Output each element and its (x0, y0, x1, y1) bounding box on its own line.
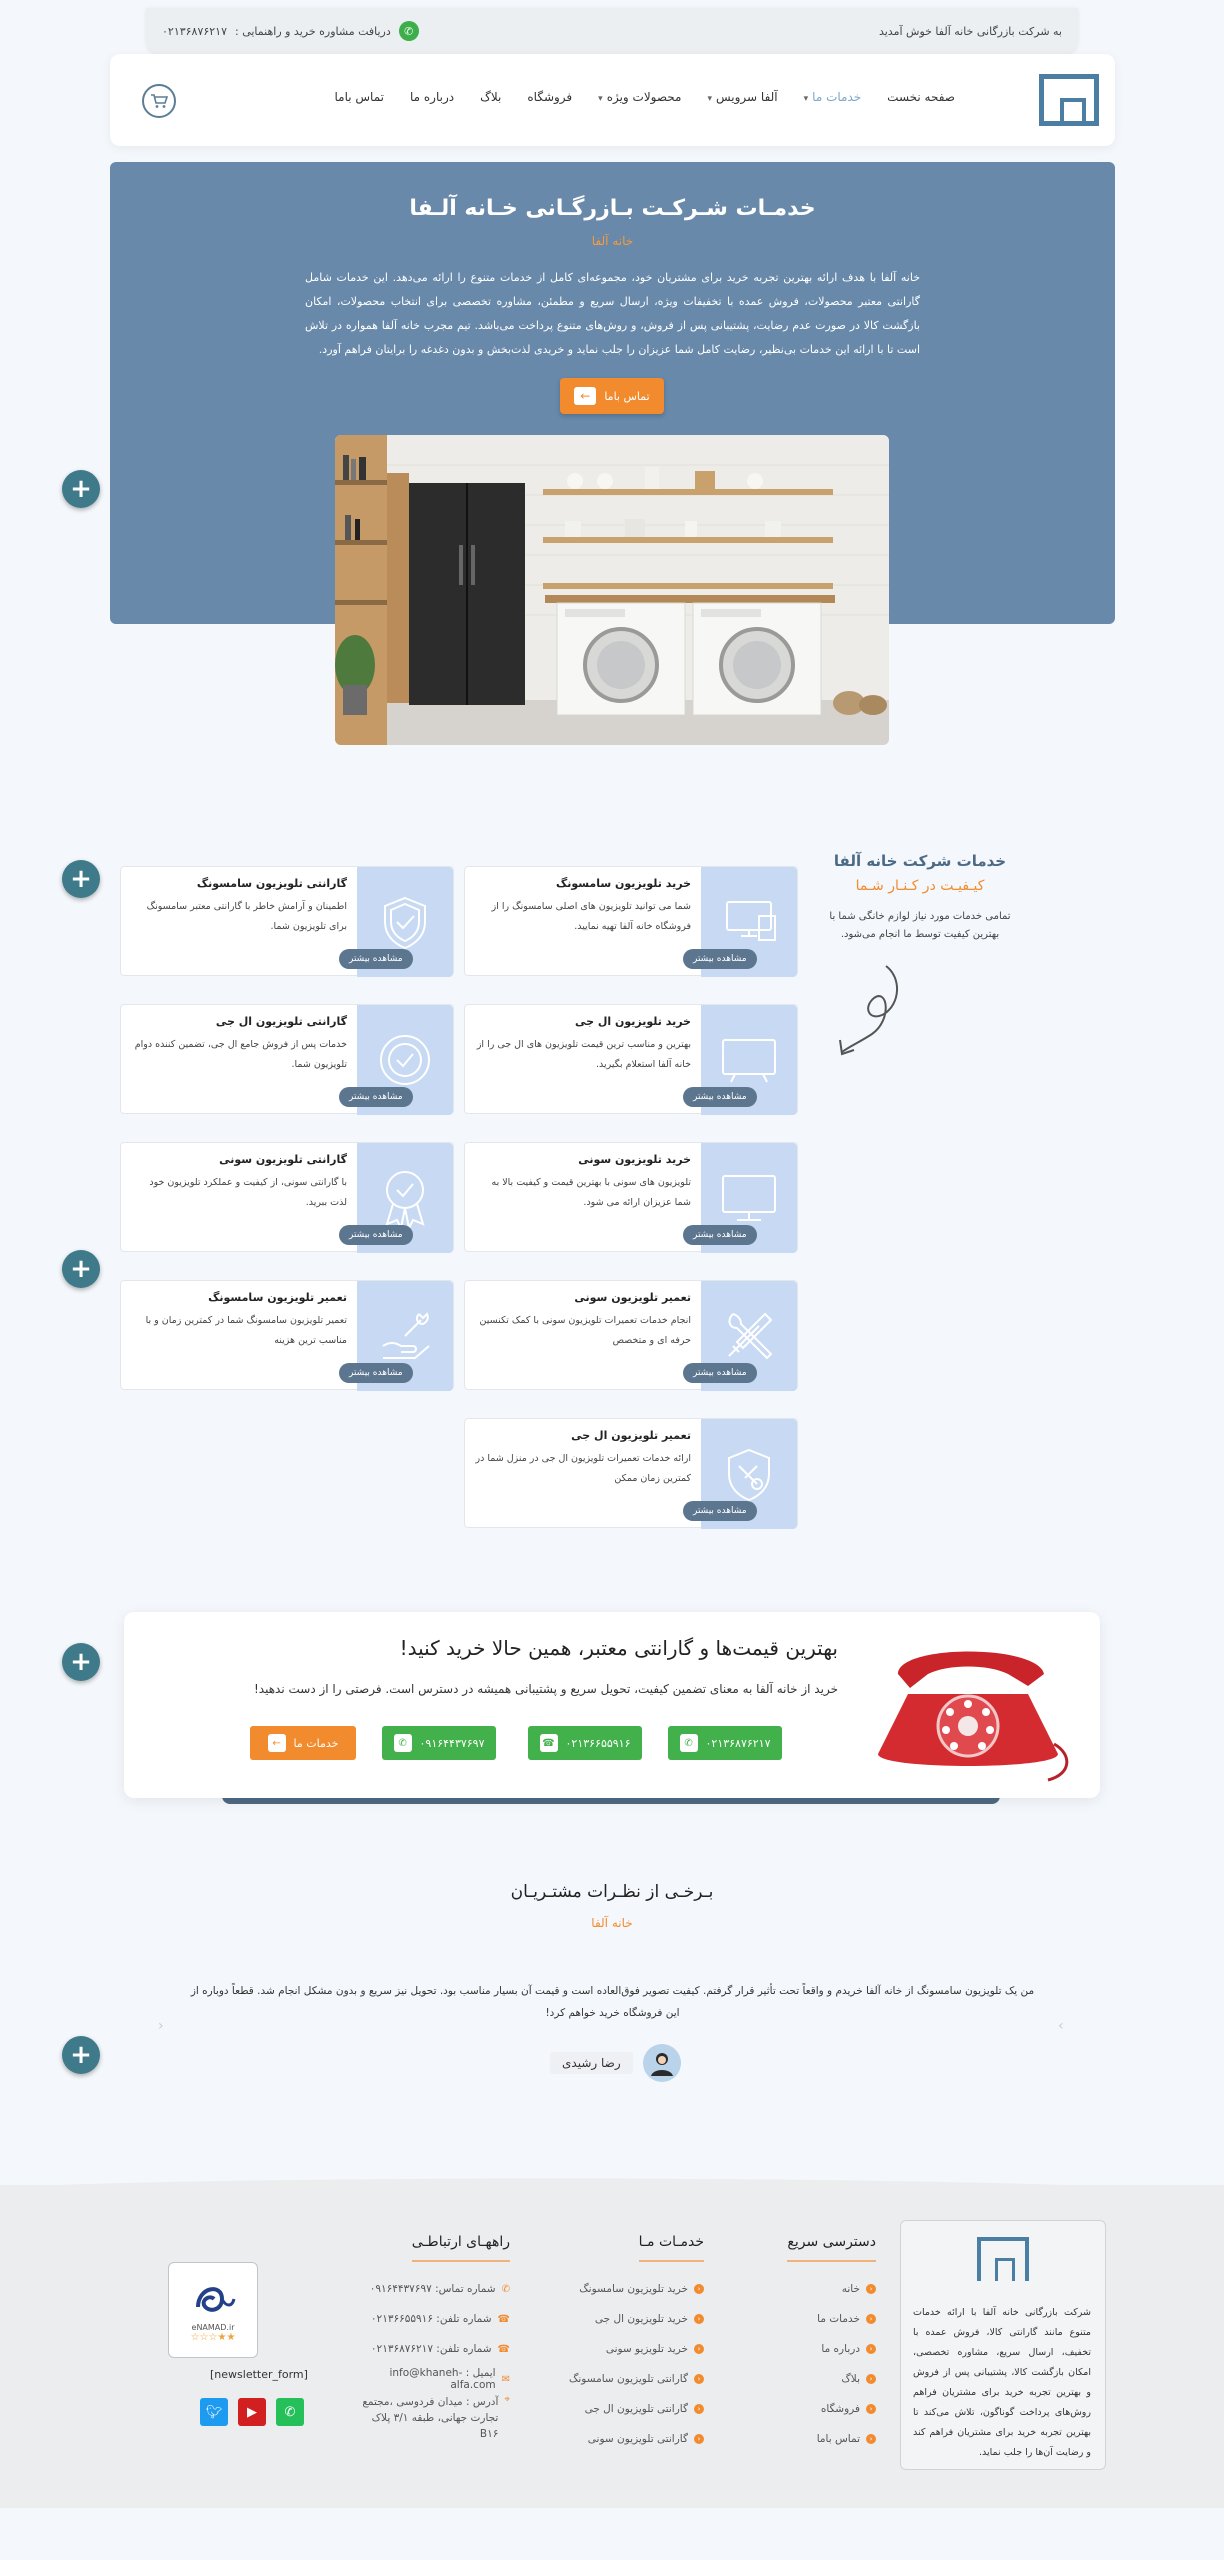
chevron-icon: ‹ (866, 2344, 876, 2354)
welcome-text: به شرکت بازرگانی خانه آلفا خوش آمدید (878, 24, 1062, 38)
service-card (120, 866, 454, 976)
chevron-icon: ‹ (694, 2434, 704, 2444)
more-button[interactable]: مشاهده بیشتر (339, 1225, 413, 1245)
phone-icon: ✆ (501, 2283, 510, 2295)
nav-item-home[interactable]: صفحه نخست (887, 90, 955, 104)
footer-link[interactable] (554, 2274, 704, 2304)
contact-item[interactable] (356, 2364, 510, 2394)
footer-link[interactable] (756, 2364, 876, 2394)
nav-item-services[interactable]: خدمات ما (812, 90, 862, 104)
contact-item[interactable] (356, 2274, 510, 2304)
hero-image (335, 435, 889, 745)
link-label: خانه (841, 2283, 860, 2295)
card-title: گارانتی تلویزیون سونی (219, 1153, 347, 1166)
services-title: خدمات شرکت خانه آلفا (833, 852, 1007, 870)
card-title: خرید تلویزیون سونی (578, 1153, 691, 1166)
footer-logo[interactable] (977, 2237, 1029, 2281)
cta-text: خرید از خانه آلفا به معنای تضمین کیفیت، تحویل سریع و پشتیبانی همیشه در دسترس است. فرصتی را از دست ندهید! (253, 1682, 838, 1696)
enamad-badge[interactable] (168, 2262, 258, 2358)
cart-icon[interactable] (142, 84, 176, 118)
consult-info[interactable] (162, 21, 419, 41)
link-label: خرید تلویزیون سامسونگ (579, 2283, 688, 2295)
phone-button-1[interactable] (668, 1726, 782, 1760)
card-text: تعمیر تلویزیون سامسونگ شما در کمترین زمان و با مناسب ترین هزینه (145, 1315, 347, 1346)
footer-contacts (356, 2234, 510, 2440)
more-button[interactable]: مشاهده بیشتر (683, 949, 757, 969)
contact-text: شماره تماس: ۰۹۱۶۴۴۳۷۶۹۷ (369, 2283, 496, 2295)
floating-add-button[interactable]: + (62, 1643, 100, 1681)
consult-label: دریافت مشاوره خرید و راهنمایی : (235, 24, 391, 38)
quick-links-title: دسترسی سریع (787, 2234, 876, 2262)
telephone-icon: ☎ (540, 1734, 558, 1752)
nav-item-alfa-service[interactable]: آلفا سرویس (716, 90, 778, 104)
chevron-down-icon[interactable]: ▾ (598, 94, 603, 104)
chevron-icon: ‹ (694, 2314, 704, 2324)
floating-add-button[interactable]: + (62, 860, 100, 898)
footer-quick-links (756, 2234, 876, 2454)
card-text: بهترین و مناسب ترین قیمت تلویزیون های ال جی را از خانه آلفا استعلام بگیرید. (476, 1039, 691, 1070)
testimonial-text: من یک تلویزیون سامسونگ از خانه آلفا خریدم و واقعاً تحت تأثیر قرار گرفتم. کیفیت تصویر فوق‌العاده است و قیمت آن بسیار مناسب بود. تحویل نیز سریع و بدون مشکل انجام شد. قطعاً دوباره از این فروشگاه خرید خواهم کرد! (190, 1985, 1035, 2019)
social-links (200, 2398, 304, 2426)
contacts-title: راههـای ارتباطـی (412, 2234, 510, 2262)
services-label: خدمات ما (293, 1736, 339, 1750)
rating-stars-icon: ★★☆☆☆ (190, 2332, 236, 2343)
service-card (464, 1142, 798, 1252)
twitter-icon[interactable]: 🐦︎ (200, 2398, 228, 2426)
card-title: تعمیر تلویزیون سونی (574, 1291, 691, 1304)
arrow-left-icon: ← (268, 1734, 286, 1752)
link-label: فروشگاه (820, 2403, 860, 2415)
chevron-icon: ‹ (694, 2404, 704, 2414)
card-title: تعمیر تلویزیون ال جی (571, 1429, 691, 1442)
chevron-down-icon[interactable]: ▾ (803, 94, 809, 104)
youtube-icon[interactable]: ▶ (238, 2398, 266, 2426)
footer-link[interactable] (756, 2424, 876, 2454)
footer-link[interactable] (756, 2334, 876, 2364)
chevron-down-icon[interactable]: ▾ (707, 94, 712, 104)
phone-label: ۰۲۱۳۶۸۷۶۲۱۷ (705, 1736, 771, 1750)
service-card (120, 1004, 454, 1114)
footer-about (900, 2220, 1106, 2470)
cta-section (124, 1612, 1100, 1798)
contact-item[interactable] (356, 2334, 510, 2364)
site-logo[interactable] (1039, 74, 1099, 126)
floating-add-button[interactable]: + (62, 2036, 100, 2074)
chevron-icon: ‹ (866, 2404, 876, 2414)
floating-add-button[interactable]: + (62, 1250, 100, 1288)
top-bar (146, 8, 1078, 54)
footer-link[interactable] (554, 2424, 704, 2454)
nav-item-contact[interactable]: تماس باما (334, 90, 384, 104)
testimonial-author (550, 2044, 681, 2082)
services-intro (820, 852, 1020, 944)
footer-link[interactable] (756, 2304, 876, 2334)
contact-text: شماره تلفن: ۰۲۱۳۶۶۵۵۹۱۶ (370, 2313, 492, 2325)
nav-item-blog[interactable]: بلاگ (480, 90, 502, 104)
card-title: خرید تلویزیون سامسونگ (555, 877, 691, 890)
card-text: خدمات پس از فروش جامع ال جی، تضمین کننده دوام تلویزیون شما. (134, 1039, 347, 1070)
link-label: بلاگ (841, 2373, 860, 2385)
link-label: گارانتی تلویزیون سونی (587, 2433, 688, 2445)
hero-text: خانه آلفا با هدف ارائه بهترین تجربه خرید برای مشتریان خود، مجموعه‌ای کامل از خدمات متنوع را ارائه می‌دهد. این خدمات شامل گارانتی معتبر محصولات، فروش عمده با تخفیفات ویژه، ارسال سریع و مطمئن، مشاوره تخصصی برای انتخاب محصولات، امکان بازگشت کالا در صورت عدم رضایت، پشتیبانی پس از فروش، و روش‌های متنوع پرداخت می‌باشد. تیم مجرب خانه آلفا همواره در تلاش است تا با ارائه این خدمات بی‌نظیر، رضایت کامل شما عزیزان را جلب نماید و خریدی لذت‌بخش و بدون دغدغه را برایتان فراهم آورد. (305, 271, 920, 356)
contact-text: آدرس : میدان فردوسی ،مجتمع تجارت جهانی، طبقه ۳/۱ پلاک B۱۶ (362, 2396, 499, 2440)
chevron-right-icon[interactable]: › (1058, 2018, 1064, 2034)
nav-item-shop[interactable]: فروشگاه (527, 90, 573, 104)
location-icon: ⌖ (504, 2394, 510, 2405)
card-text: اطمینان و آرامش خاطر با گارانتی معتبر سامسونگ برای تلویزیون شما. (146, 901, 347, 932)
testimonials-title: بـرخـی از نظـرات مشتـریـان (510, 1882, 714, 1902)
footer-link[interactable] (756, 2274, 876, 2304)
footer-link[interactable] (756, 2394, 876, 2424)
floating-add-button[interactable]: + (62, 470, 100, 508)
site-header (110, 54, 1115, 146)
card-text: شما می توانید تلویزیون های اصلی سامسونگ را از فروشگاه خانه آلفا تهیه نمایید. (491, 901, 691, 932)
badge-label: eNAMAD.ir (191, 2323, 235, 2332)
chevron-icon: ‹ (866, 2314, 876, 2324)
email-icon: ✉ (501, 2373, 510, 2385)
footer-link[interactable] (554, 2364, 704, 2394)
phone-icon: ☎ (497, 2313, 510, 2325)
footer-link[interactable] (554, 2304, 704, 2334)
service-card (464, 1418, 798, 1528)
avatar (643, 2044, 681, 2082)
our-services-button[interactable] (250, 1726, 356, 1760)
link-label: گارانتی تلویزیون سامسونگ (568, 2373, 688, 2385)
chevron-icon: ‹ (866, 2434, 876, 2444)
nav-item-special-products[interactable]: محصولات ویژه (606, 90, 682, 104)
enamad-logo-icon (188, 2277, 238, 2323)
contact-us-button[interactable] (560, 378, 664, 414)
footer-link[interactable] (554, 2334, 704, 2364)
services-desc: تمامی خدمات مورد نیاز لوازم خانگی شما با بهترین کیفیت توسط ما انجام می‌شود. (829, 911, 1011, 940)
card-title: گارانتی تلویزیون سامسونگ (196, 877, 347, 890)
hero-title: خدمـات شـرکـت بـازرگـانی خـانه آلـفا (409, 196, 816, 221)
phone-label: ۰۲۱۳۶۶۵۵۹۱۶ (565, 1736, 631, 1750)
card-title: گارانتی تلویزیون ال جی (215, 1015, 347, 1028)
card-text: تلویزیون های سونی با بهترین قیمت و کیفیت بالا به شما عزیزان ارائه می شود. (491, 1177, 691, 1208)
testimonials-subtitle: خانه آلفا (591, 1916, 633, 1930)
more-button[interactable]: مشاهده بیشتر (683, 1501, 757, 1521)
footer-services (554, 2234, 704, 2454)
link-label: خرید تلویزیو سونی (605, 2343, 688, 2355)
card-text: انجام خدمات تعمیرات تلویزیون سونی با کمک تکنسین حرفه ای و متخصص (479, 1315, 691, 1346)
footer-about-text: شرکت بازرگانی خانه آلفا با ارائه خدمات متنوع مانند گارانتی کالا، فروش عمده با تخفیف، ارسال سریع، مشاوره تخصصی، امکان بازگشت کالا، پشتیبانی پس از فروش و بهترین تجربه خرید برای مشتریان فراهم روش‌های پرداخت گوناگون، تلاش می‌کند تا بهترین تجربه خرید برای مشتریان فراهم کند و رضایت آن‌ها را جلب نماید. (913, 2307, 1091, 2458)
curly-arrow-icon (836, 960, 906, 1060)
service-card (120, 1280, 454, 1390)
hero-subtitle: خانه آلفا (591, 234, 634, 248)
more-button[interactable]: مشاهده بیشتر (683, 1225, 757, 1245)
service-card (120, 1142, 454, 1252)
service-card (464, 1280, 798, 1390)
phone-label: ۰۹۱۶۴۴۳۷۶۹۷ (419, 1736, 485, 1750)
more-button[interactable]: مشاهده بیشتر (339, 1087, 413, 1107)
contact-item[interactable] (356, 2304, 510, 2334)
service-card (464, 866, 798, 976)
chevron-icon: ‹ (866, 2374, 876, 2384)
phone-icon: ✆ (399, 21, 419, 41)
contact-text: ایمیل : info@khaneh-alfa.com (389, 2367, 496, 2391)
service-card (464, 1004, 798, 1114)
telephone-icon (858, 1634, 1076, 1784)
phone-icon: ✆ (680, 1734, 698, 1752)
arrow-left-icon: ← (574, 387, 596, 405)
footer-link[interactable] (554, 2394, 704, 2424)
services-tagline: کیـفیـت در کـنـار شـما (855, 878, 985, 894)
mobile-icon: ✆ (394, 1734, 412, 1752)
card-text: ارائه خدمات تعمیرات تلویزیون ال جی در منزل شما در کمترین زمان ممکن (475, 1453, 691, 1484)
main-nav (335, 90, 955, 104)
more-button[interactable]: مشاهده بیشتر (683, 1087, 757, 1107)
author-name: رضا رشیدی (550, 2052, 633, 2074)
chevron-left-icon[interactable]: ‹ (158, 2018, 164, 2034)
link-label: گارانتی تلویزیون ال جی (584, 2403, 688, 2415)
phone-icon: ☎ (497, 2343, 510, 2355)
link-label: خرید تلویزیون ال جی (594, 2313, 688, 2325)
footer-services-title: خدمـات مـا (639, 2234, 704, 2262)
card-text: با گارانتی سونی، از کیفیت و عملکرد تلویزیون خود لذت ببرید. (149, 1177, 347, 1208)
contact-text: شماره تلفن: ۰۲۱۳۶۸۷۶۲۱۷ (370, 2343, 492, 2355)
phone-button-3[interactable] (382, 1726, 496, 1760)
nav-item-about[interactable]: درباره ما (410, 90, 455, 104)
whatsapp-icon[interactable]: ✆ (276, 2398, 304, 2426)
link-label: درباره ما (821, 2343, 860, 2355)
chevron-icon: ‹ (694, 2374, 704, 2384)
consult-phone[interactable]: ۰۲۱۳۶۸۷۶۲۱۷ (162, 24, 227, 38)
card-title: خرید تلویزیون ال جی (574, 1015, 691, 1028)
chevron-icon: ‹ (866, 2284, 876, 2294)
more-button[interactable]: مشاهده بیشتر (339, 1363, 413, 1383)
phone-button-2[interactable] (528, 1726, 642, 1760)
more-button[interactable]: مشاهده بیشتر (683, 1363, 757, 1383)
cta-title: بهترین قیمت‌ها و گارانتی معتبر، همین حالا خرید کنید! (399, 1636, 838, 1660)
newsletter-placeholder: [newsletter_form] (210, 2368, 308, 2381)
contact-us-label: تماس باما (604, 389, 650, 403)
contact-item[interactable] (356, 2394, 510, 2440)
more-button[interactable]: مشاهده بیشتر (339, 949, 413, 969)
link-label: تماس باما (816, 2433, 860, 2445)
chevron-icon: ‹ (694, 2284, 704, 2294)
chevron-icon: ‹ (694, 2344, 704, 2354)
card-title: تعمیر تلویزیون سامسونگ (208, 1291, 347, 1304)
link-label: خدمات ما (817, 2313, 860, 2325)
